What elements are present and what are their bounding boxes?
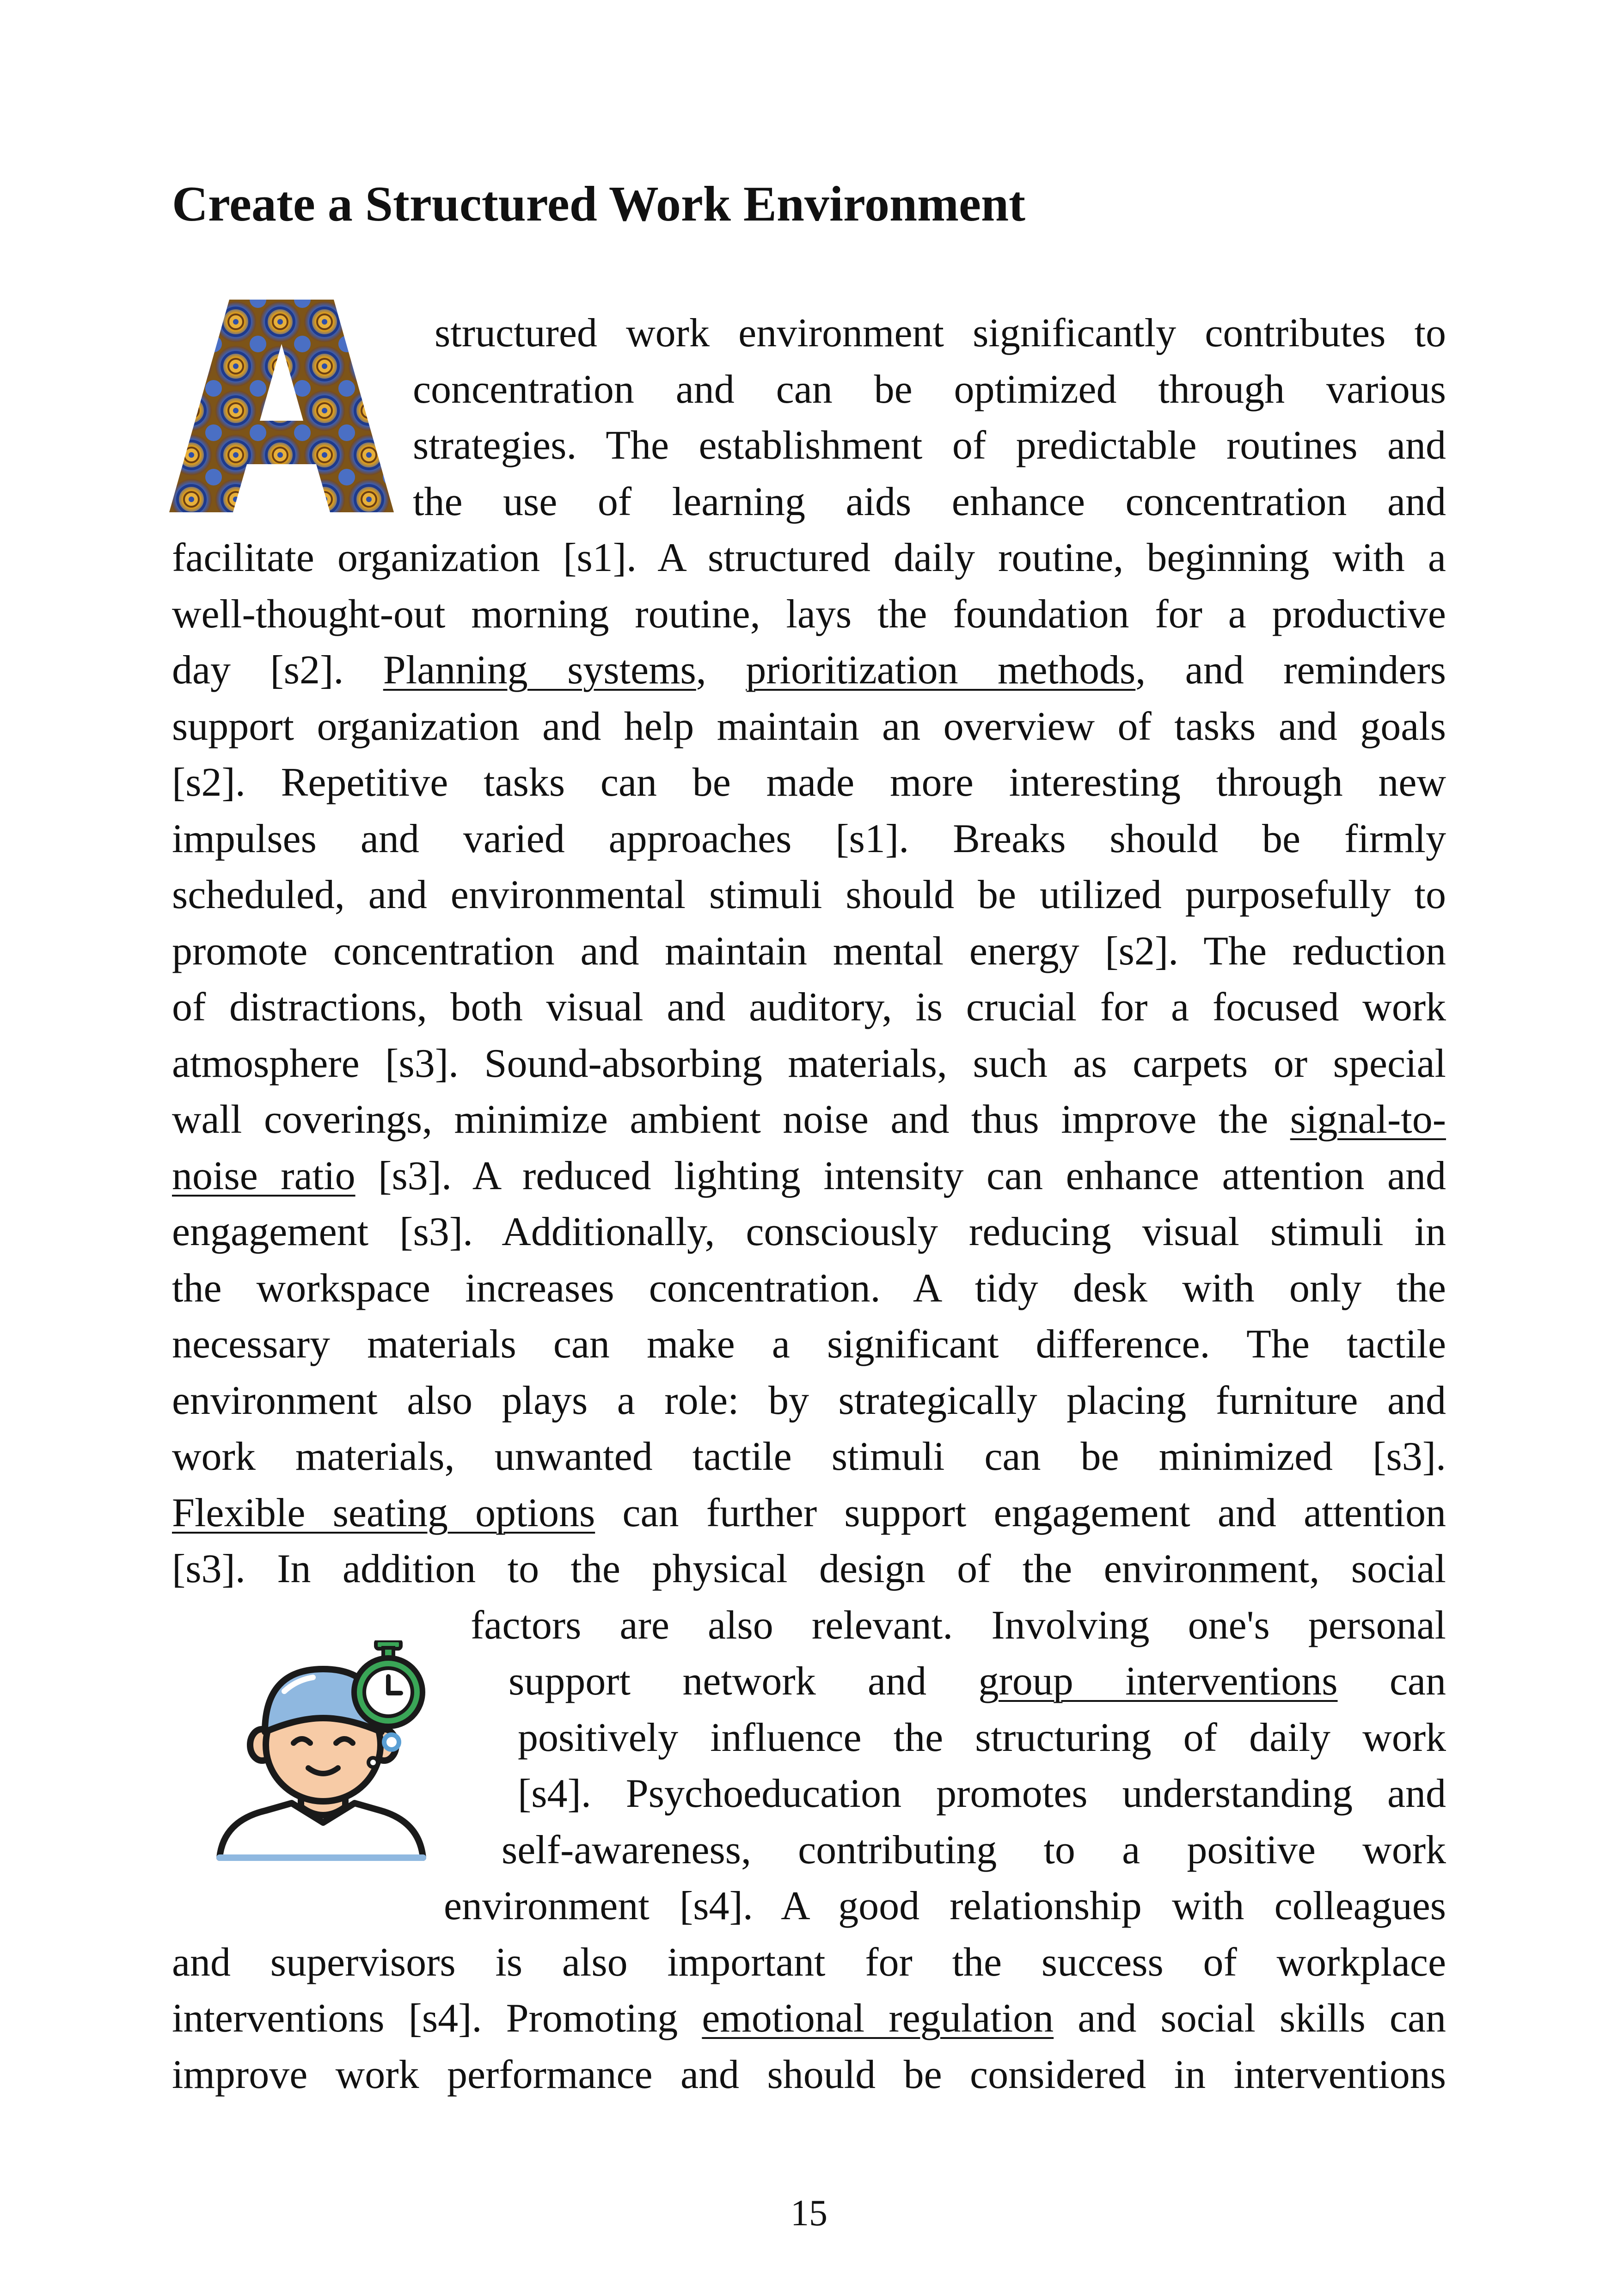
text-line	[172, 2047, 1446, 2103]
text-line	[172, 1260, 1446, 1317]
text-run: [s4]. Psychoeducation promotes understanding and	[518, 1771, 1446, 1816]
text-run: engagement [s3]. Additionally, consciously reducing visual stimuli in	[172, 1209, 1446, 1254]
drop-cap-letter-shape	[169, 300, 394, 512]
underlined-term: group interventions	[978, 1659, 1338, 1704]
text-run: ,	[696, 648, 746, 693]
text-line	[172, 586, 1446, 643]
text-run: atmosphere [s3]. Sound-absorbing materials, such as carpets or special	[172, 1041, 1446, 1086]
text-line	[518, 1766, 1446, 1822]
text-run: structured work environment significantly contributes to	[435, 311, 1446, 356]
text-line	[502, 1822, 1446, 1879]
text-run: interventions [s4]. Promoting	[172, 1996, 702, 2041]
text-run: the use of learning aids enhance concentration and	[413, 479, 1446, 524]
underlined-term: prioritization methods	[746, 648, 1136, 693]
text-run: environment also plays a role: by strategically placing furniture and	[172, 1378, 1446, 1423]
underlined-term: signal-to-	[1290, 1097, 1446, 1142]
text-run: well-thought-out morning routine, lays the foundation for a productive	[172, 591, 1446, 637]
text-line	[172, 1036, 1446, 1092]
text-run: can	[1337, 1659, 1446, 1704]
text-run: the workspace increases concentration. A tidy desk with only the	[172, 1265, 1446, 1311]
text-line	[172, 1934, 1446, 1991]
text-line	[172, 1204, 1446, 1260]
decorative-drop-cap-a	[169, 300, 394, 512]
text-line	[471, 1597, 1446, 1654]
text-run: of distractions, both visual and auditory, is crucial for a focused work	[172, 985, 1446, 1030]
text-run: scheduled, and environmental stimuli should be utilized purposefully to	[172, 872, 1446, 917]
text-run: concentration and can be optimized through various	[413, 367, 1446, 412]
text-run: and supervisors is also important for the success of workplace	[172, 1940, 1446, 1985]
text-line	[172, 1485, 1446, 1541]
text-run: [s3]. In addition to the physical design of the environment, social	[172, 1547, 1446, 1591]
text-line	[172, 1373, 1446, 1429]
text-line	[435, 305, 1446, 362]
text-line	[172, 923, 1446, 980]
text-run: environment [s4]. A good relationship with colleagues	[444, 1884, 1446, 1928]
text-run: , and reminders	[1135, 648, 1446, 693]
text-run: impulses and varied approaches [s1]. Breaks should be firmly	[172, 816, 1446, 861]
text-line	[172, 1316, 1446, 1373]
text-run: positively influence the structuring of daily work	[518, 1715, 1446, 1760]
page-title: Create a Structured Work Environment	[172, 177, 1025, 232]
text-run: promote concentration and maintain mental energy [s2]. The reduction	[172, 928, 1446, 974]
underlined-term: Flexible seating options	[172, 1490, 595, 1535]
text-run: self-awareness, contributing to a positive work	[502, 1827, 1446, 1872]
text-run: facilitate organization [s1]. A structured daily routine, beginning with a	[172, 535, 1446, 580]
text-line	[172, 530, 1446, 586]
text-run: improve work performance and should be considered in interventions	[172, 2052, 1446, 2097]
text-run: and social skills can	[1054, 1996, 1446, 2041]
text-run: strategies. The establishment of predictable routines and	[413, 423, 1446, 468]
text-line	[172, 811, 1446, 867]
text-line	[413, 474, 1446, 530]
text-line	[444, 1878, 1446, 1934]
text-run: [s3]. A reduced lighting intensity can enhance attention and	[355, 1153, 1446, 1198]
underlined-term: noise ratio	[172, 1153, 355, 1198]
text-line	[172, 1092, 1446, 1148]
text-line	[172, 642, 1446, 699]
text-line	[172, 699, 1446, 755]
text-line	[172, 979, 1446, 1036]
text-run: factors are also relevant. Involving one's personal	[471, 1602, 1446, 1648]
underlined-term: emotional regulation	[702, 1996, 1054, 2041]
text-line	[413, 362, 1446, 418]
text-run: [s2]. Repetitive tasks can be made more interesting through new	[172, 760, 1446, 805]
text-line	[509, 1653, 1446, 1710]
text-line	[518, 1710, 1446, 1766]
person-with-stopwatch-icon	[210, 1640, 437, 1867]
text-line	[172, 755, 1446, 811]
text-line	[172, 1541, 1446, 1597]
page-number: 15	[791, 2193, 827, 2234]
text-line	[172, 1990, 1446, 2047]
underlined-term: Planning systems	[383, 648, 696, 693]
text-run: work materials, unwanted tactile stimuli can be minimized [s3].	[172, 1434, 1446, 1479]
text-line	[413, 417, 1446, 474]
text-run: day [s2].	[172, 648, 383, 693]
text-line	[172, 867, 1446, 923]
text-run: support network and	[509, 1659, 979, 1704]
text-line	[172, 1429, 1446, 1485]
text-run: wall coverings, minimize ambient noise and thus improve the	[172, 1097, 1290, 1142]
text-run: support organization and help maintain an overview of tasks and goals	[172, 704, 1446, 749]
text-run: necessary materials can make a significant difference. The tactile	[172, 1322, 1446, 1367]
text-line	[172, 1148, 1446, 1204]
text-run: can further support engagement and attention	[595, 1490, 1446, 1535]
